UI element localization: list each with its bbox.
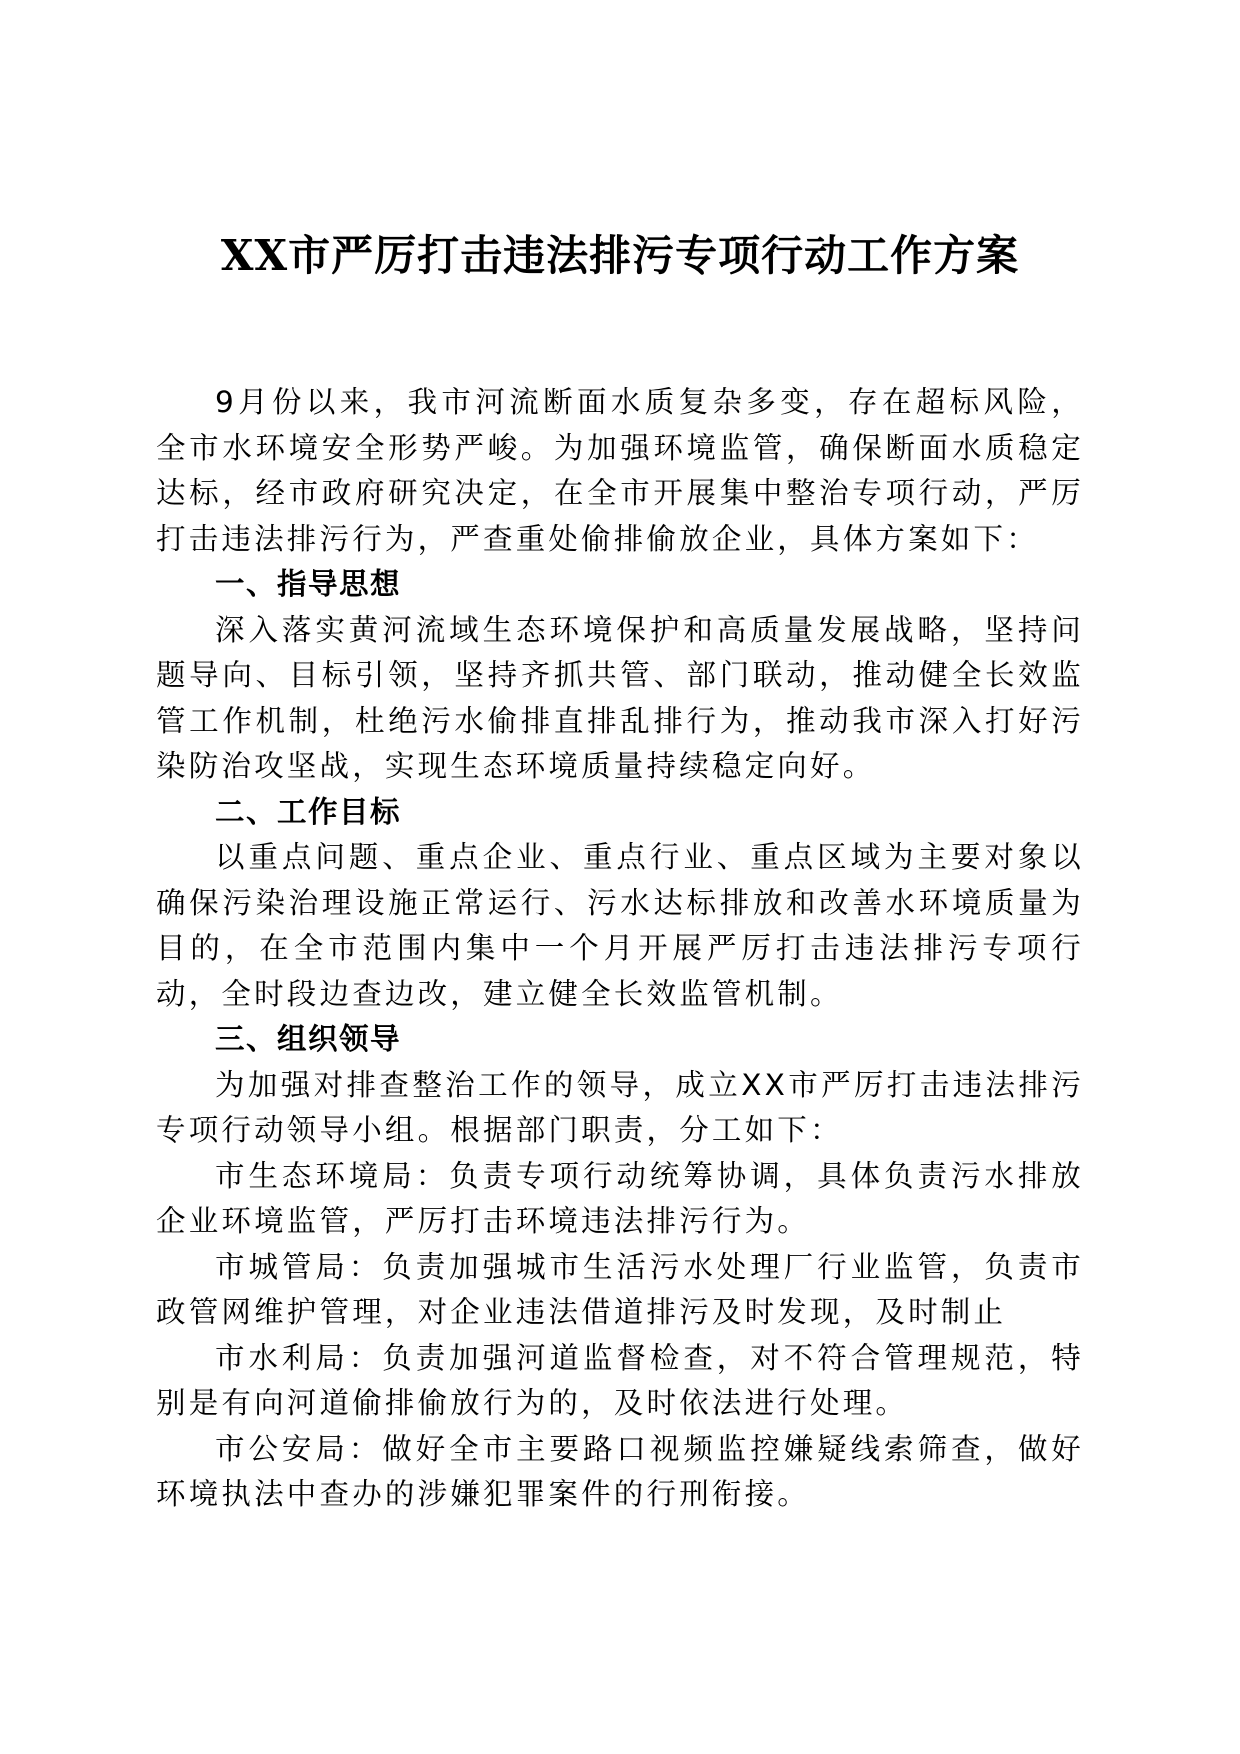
duty-paragraph-water-bureau: 市水利局：负责加强河道监督检查，对不符合管理规范，特别是有向河道偷排偷放行为的，及时依法进行处理。 — [156, 1340, 1084, 1420]
duty-paragraph-urban-management: 市城管局：负责加强城市生活污水处理厂行业监管，负责市政管网维护管理，对企业违法借道排污及时发现，及时制止 — [156, 1249, 1084, 1329]
duty-paragraph-public-security: 市公安局：做好全市主要路口视频监控嫌疑线索筛查，做好环境执法中查办的涉嫌犯罪案件的行刑衔接。 — [156, 1431, 1084, 1511]
section-paragraph: 深入落实黄河流域生态环境保护和高质量发展战略，坚持问题导向、目标引领，坚持齐抓共管、部门联动，推动健全长效监管工作机制，杜绝污水偷排直排乱排行为，推动我市深入打好污染防治攻坚战，实现生态环境质量持续稳定向好。 — [156, 612, 1084, 783]
section-heading-work-goals: 二、工作目标 — [215, 794, 402, 829]
section-heading-organization-leadership: 三、组织领导 — [215, 1022, 402, 1056]
intro-paragraph: 9月份以来，我市河流断面水质复杂多变，存在超标风险，全市水环境安全形势严峻。为加强环境监管，确保断面水质稳定达标，经市政府研究决定，在全市开展集中整治专项行动，严厉打击违法排污行为，严查重处偷排偷放企业，具体方案如下： — [156, 385, 1084, 556]
section-paragraph: 为加强对排查整治工作的领导，成立XX市严厉打击违法排污专项行动领导小组。根据部门职责，分工如下： — [156, 1067, 1084, 1147]
duty-paragraph-ecology-bureau: 市生态环境局：负责专项行动统筹协调，具体负责污水排放企业环境监管，严厉打击环境违法排污行为。 — [156, 1158, 1084, 1238]
section-paragraph: 以重点问题、重点企业、重点行业、重点区域为主要对象以确保污染治理设施正常运行、污水达标排放和改善水环境质量为目的，在全市范围内集中一个月开展严厉打击违法排污专项行动，全时段边查边改，建立健全长效监管机制。 — [156, 840, 1084, 1011]
document-body — [156, 380, 1084, 1518]
section-heading-guiding-ideology: 一、指导思想 — [215, 567, 402, 601]
document-title: XX市严厉打击违法排污专项行动工作方案 — [220, 231, 1020, 280]
